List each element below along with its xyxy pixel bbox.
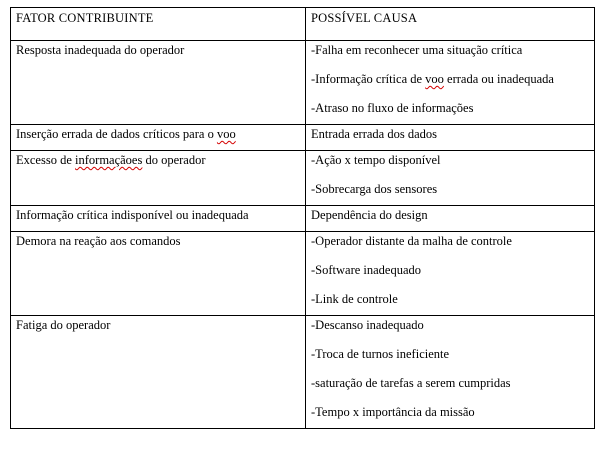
factor-cell [11, 206, 306, 232]
cause-cell [306, 316, 595, 429]
cause-cell [306, 232, 595, 316]
table-row [11, 316, 595, 429]
cause-item: Dependência do design [311, 208, 428, 222]
factor-cell [11, 41, 306, 125]
cause-cell [306, 41, 595, 125]
cause-item: -Ação x tempo disponível [311, 153, 441, 167]
cause-cell [306, 151, 595, 206]
table-row [11, 232, 595, 316]
table-row [11, 41, 595, 125]
factor-cell [11, 151, 306, 206]
cause-item: -Atraso no fluxo de informações [311, 101, 474, 115]
cause-item: -Link de controle [311, 292, 398, 306]
cause-cell [306, 206, 595, 232]
contributing-factors-table [10, 7, 595, 429]
factor-text: Inserção errada de dados críticos para o voo [16, 127, 236, 141]
factor-text: Excesso de informaçãoes do operador [16, 153, 206, 167]
header-contributing-factor: FATOR CONTRIBUINTE [11, 8, 306, 41]
factor-text: Demora na reação aos comandos [16, 234, 181, 248]
cause-item: Entrada errada dos dados [311, 127, 437, 141]
table-row [11, 125, 595, 151]
cause-item: -Informação crítica de voo errada ou inadequada [311, 72, 554, 86]
cause-item: -Tempo x importância da missão [311, 405, 475, 419]
factor-cell [11, 125, 306, 151]
table-row [11, 206, 595, 232]
factor-text: Resposta inadequada do operador [16, 43, 185, 57]
factor-cell [11, 232, 306, 316]
header-possible-cause: POSSÍVEL CAUSA [306, 8, 595, 41]
factor-text: Fatiga do operador [16, 318, 111, 332]
header-row [11, 8, 595, 41]
cause-item: -saturação de tarefas a serem cumpridas [311, 376, 511, 390]
cause-cell [306, 125, 595, 151]
cause-item: -Software inadequado [311, 263, 422, 277]
cause-item: -Operador distante da malha de controle [311, 234, 512, 248]
factor-text: Informação crítica indisponível ou inadequada [16, 208, 249, 222]
cause-item: -Falha em reconhecer uma situação crítica [311, 43, 523, 57]
cause-item: -Sobrecarga dos sensores [311, 182, 438, 196]
cause-item: -Troca de turnos ineficiente [311, 347, 450, 361]
factor-cell [11, 316, 306, 429]
table-row [11, 151, 595, 206]
cause-item: -Descanso inadequado [311, 318, 424, 332]
